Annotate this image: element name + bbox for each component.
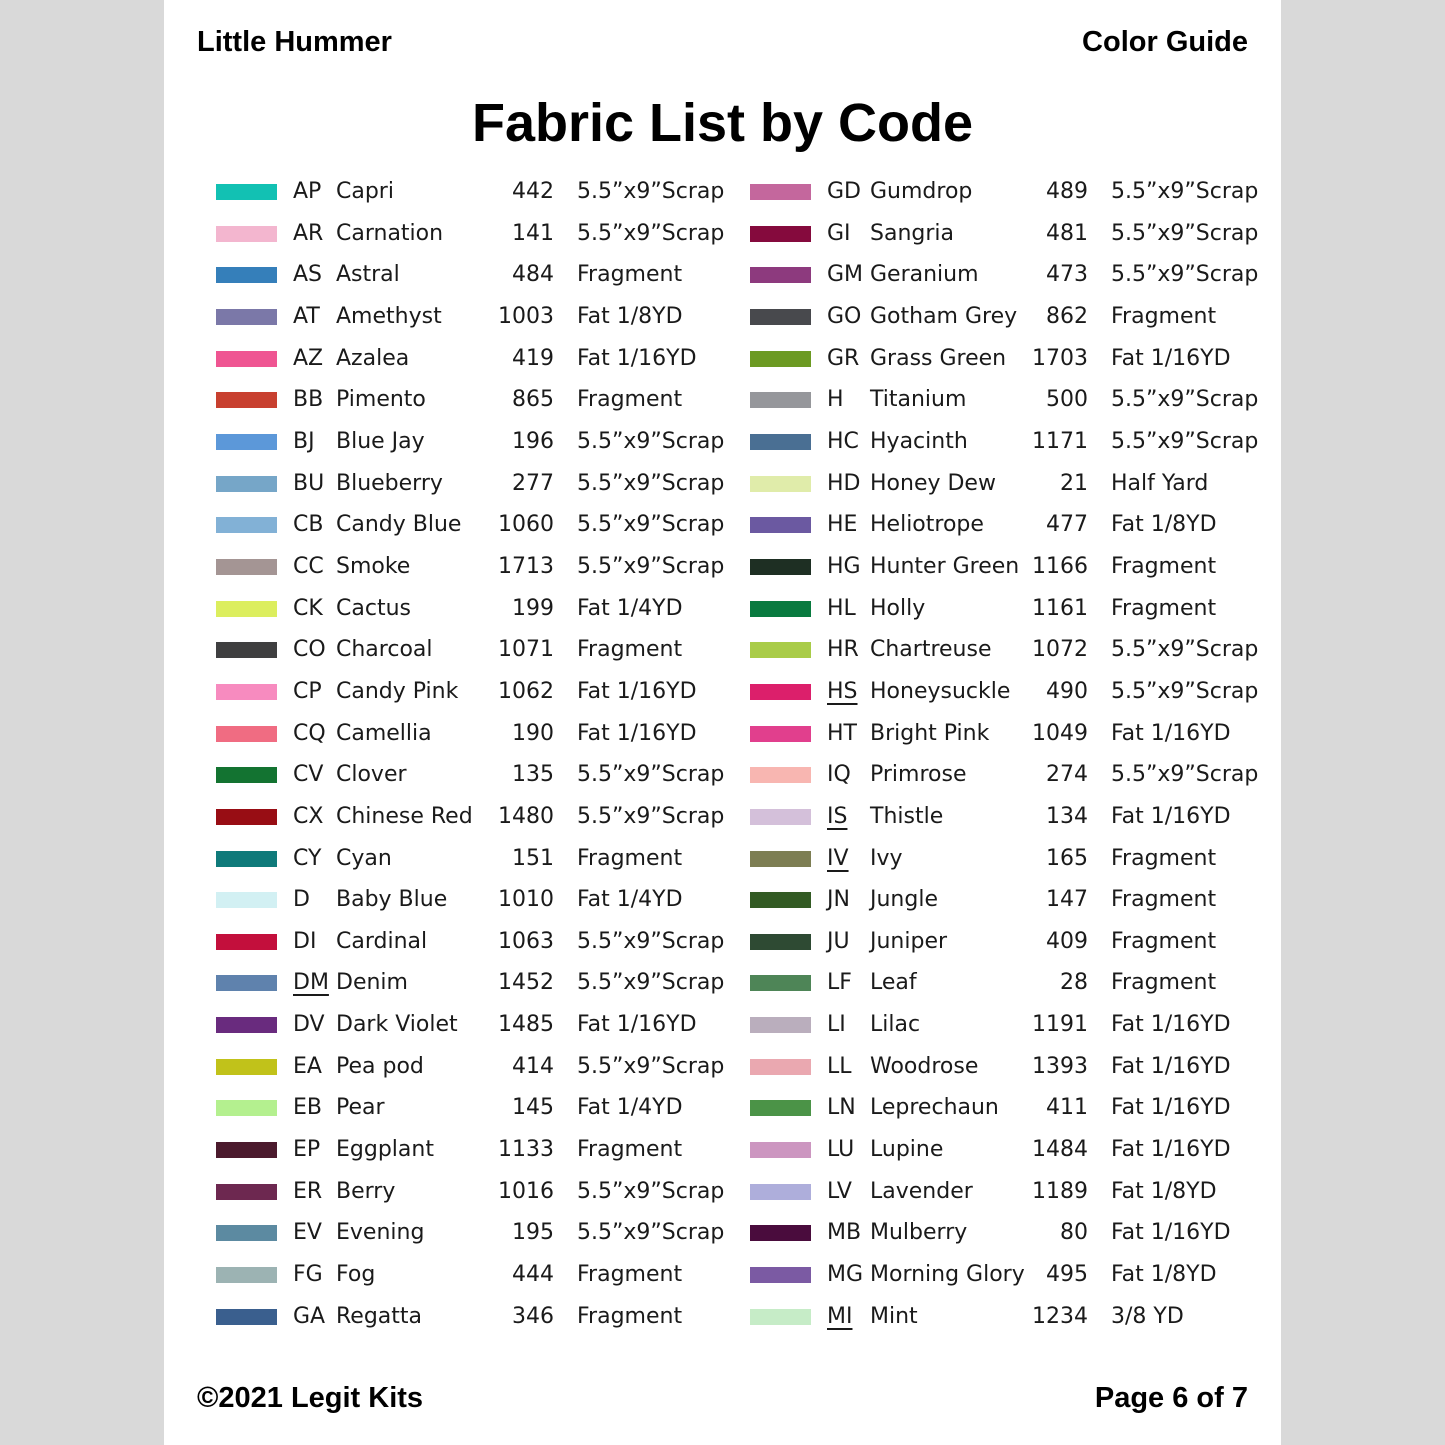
fabric-name: Berry	[336, 1178, 396, 1204]
fabric-cut: 5.5”x9”Scrap	[1111, 428, 1259, 454]
fabric-number: 484	[512, 262, 554, 288]
fabric-cut: 5.5”x9”Scrap	[1111, 220, 1259, 246]
fabric-cut: Fragment	[577, 637, 683, 663]
fabric-name: Morning Glory	[870, 1262, 1025, 1288]
fabric-code: GD	[827, 179, 861, 204]
fabric-name: Baby Blue	[336, 887, 448, 913]
fabric-name: Fog	[336, 1262, 376, 1288]
fabric-number: 862	[1046, 303, 1088, 329]
fabric-cut: Fat 1/16YD	[577, 678, 697, 704]
fabric-name: Carnation	[336, 220, 444, 246]
color-swatch	[750, 642, 811, 658]
color-swatch	[750, 1309, 811, 1325]
fabric-cut: 5.5”x9”Scrap	[577, 1220, 725, 1246]
color-swatch	[216, 392, 277, 408]
fabric-name: Eggplant	[336, 1137, 434, 1163]
fabric-number: 1016	[498, 1178, 554, 1204]
fabric-code: HL	[827, 595, 856, 621]
fabric-cut: 5.5”x9”Scrap	[577, 970, 725, 996]
fabric-name: Regatta	[336, 1303, 423, 1329]
fabric-cut: Fragment	[577, 387, 683, 413]
fabric-name: Gumdrop	[870, 179, 973, 204]
color-swatch	[216, 1142, 277, 1158]
fabric-name: Hyacinth	[870, 428, 968, 454]
fabric-number: 1071	[498, 637, 554, 663]
color-swatch	[216, 1100, 277, 1116]
color-swatch	[750, 684, 811, 700]
fabric-number: 473	[1046, 262, 1088, 288]
fabric-cut: Half Yard	[1111, 470, 1209, 496]
fabric-code: EV	[293, 1220, 322, 1246]
color-swatch	[750, 601, 811, 617]
fabric-name: Jungle	[870, 887, 938, 913]
fabric-name: Bright Pink	[870, 720, 990, 746]
fabric-name: Pear	[336, 1095, 385, 1121]
fabric-code: JU	[827, 928, 850, 954]
fabric-number: 151	[512, 845, 554, 871]
fabric-code: CK	[293, 595, 323, 621]
color-swatch	[750, 892, 811, 908]
color-swatch	[216, 892, 277, 908]
fabric-cut: Fat 1/16YD	[1111, 1095, 1231, 1121]
fabric-cut: 5.5”x9”Scrap	[1111, 179, 1259, 204]
fabric-code: HD	[827, 470, 861, 496]
fabric-cut: Fat 1/8YD	[577, 303, 683, 329]
fabric-cut: 5.5”x9”Scrap	[1111, 762, 1259, 788]
fabric-name: Leaf	[870, 970, 917, 996]
fabric-code: LN	[827, 1095, 856, 1121]
fabric-name: Geranium	[870, 262, 979, 288]
fabric-cut: 3/8 YD	[1111, 1303, 1184, 1329]
color-swatch	[750, 767, 811, 783]
fabric-code: AR	[293, 220, 324, 246]
fabric-code: BJ	[293, 428, 315, 454]
fabric-code: CV	[293, 762, 324, 788]
fabric-number: 1480	[498, 803, 554, 829]
fabric-cut: Fragment	[1111, 970, 1217, 996]
fabric-name: Leprechaun	[870, 1095, 999, 1121]
fabric-code: D	[293, 887, 310, 913]
fabric-name: Blueberry	[336, 470, 443, 496]
fabric-number: 199	[512, 595, 554, 621]
fabric-name: Lupine	[870, 1137, 944, 1163]
fabric-cut: Fat 1/8YD	[1111, 1262, 1217, 1288]
fabric-cut: Fat 1/8YD	[1111, 1178, 1217, 1204]
fabric-code: LL	[827, 1053, 852, 1079]
fabric-name: Clover	[336, 762, 407, 788]
color-swatch	[750, 517, 811, 533]
fabric-cut: Fat 1/4YD	[577, 1095, 683, 1121]
fabric-number: 80	[1060, 1220, 1088, 1246]
fabric-name: Honey Dew	[870, 470, 996, 496]
fabric-name: Evening	[336, 1220, 425, 1246]
fabric-code: HG	[827, 553, 861, 579]
fabric-code: LU	[827, 1137, 855, 1163]
color-swatch	[216, 434, 277, 450]
fabric-number: 1063	[498, 928, 554, 954]
fabric-code: ER	[293, 1178, 323, 1204]
fabric-name: Primrose	[870, 762, 967, 788]
fabric-cut: Fragment	[577, 845, 683, 871]
color-swatch	[750, 1267, 811, 1283]
color-swatch	[216, 601, 277, 617]
color-swatch	[216, 517, 277, 533]
fabric-cut: Fat 1/16YD	[1111, 803, 1231, 829]
fabric-cut: Fragment	[577, 1303, 683, 1329]
color-swatch	[750, 309, 811, 325]
fabric-code: EB	[293, 1095, 322, 1121]
fabric-name: Hunter Green	[870, 553, 1020, 579]
color-swatch	[216, 1184, 277, 1200]
fabric-cut: Fragment	[577, 1262, 683, 1288]
color-swatch	[216, 226, 277, 242]
fabric-name: Honeysuckle	[870, 678, 1011, 704]
fabric-name: Thistle	[870, 803, 944, 829]
fabric-cut: 5.5”x9”Scrap	[577, 1053, 725, 1079]
fabric-number: 1133	[498, 1137, 554, 1163]
color-swatch	[216, 309, 277, 325]
fabric-code: GR	[827, 345, 860, 371]
footer-page-number: Page 6 of 7	[1094, 1382, 1248, 1414]
color-swatch	[750, 1142, 811, 1158]
color-swatch	[216, 1267, 277, 1283]
fabric-number: 135	[512, 762, 554, 788]
color-swatch	[216, 851, 277, 867]
fabric-code: CC	[293, 553, 324, 579]
fabric-name: Chinese Red	[336, 803, 473, 829]
fabric-code: LV	[827, 1178, 852, 1204]
color-swatch	[216, 351, 277, 367]
fabric-number: 147	[1046, 887, 1088, 913]
fabric-code: CB	[293, 512, 324, 538]
color-swatch	[750, 934, 811, 950]
fabric-code: CO	[293, 637, 326, 663]
fabric-name: Amethyst	[336, 303, 442, 329]
fabric-name: Sangria	[870, 220, 954, 246]
color-swatch	[750, 392, 811, 408]
fabric-code: AZ	[293, 345, 324, 371]
fabric-code: EP	[293, 1137, 321, 1163]
fabric-name: Azalea	[336, 345, 410, 371]
color-swatch	[216, 642, 277, 658]
fabric-number: 1189	[1032, 1178, 1088, 1204]
page	[164, 0, 1281, 1445]
fabric-code: HR	[827, 637, 859, 663]
fabric-cut: Fragment	[1111, 928, 1217, 954]
fabric-cut: Fragment	[577, 1137, 683, 1163]
fabric-number: 145	[512, 1095, 554, 1121]
fabric-code: FG	[293, 1262, 323, 1288]
fabric-code: MI	[827, 1303, 853, 1329]
color-swatch	[750, 476, 811, 492]
fabric-code: HC	[827, 428, 859, 454]
color-swatch	[216, 1059, 277, 1075]
fabric-code: LI	[827, 1012, 846, 1038]
fabric-name: Denim	[336, 970, 408, 996]
color-swatch	[750, 226, 811, 242]
fabric-number: 134	[1046, 803, 1088, 829]
fabric-cut: Fragment	[1111, 303, 1217, 329]
fabric-code: CQ	[293, 720, 326, 746]
fabric-name: Heliotrope	[870, 512, 984, 538]
footer-copyright: ©2021 Legit Kits	[197, 1382, 424, 1414]
color-swatch	[216, 975, 277, 991]
fabric-code: HS	[827, 678, 858, 704]
fabric-name: Lilac	[870, 1012, 921, 1038]
color-swatch	[750, 726, 811, 742]
fabric-name: Cactus	[336, 595, 411, 621]
fabric-cut: Fragment	[1111, 595, 1217, 621]
fabric-name: Chartreuse	[870, 637, 992, 663]
fabric-name: Candy Pink	[336, 678, 459, 704]
fabric-name: Juniper	[870, 928, 948, 954]
fabric-cut: Fragment	[577, 262, 683, 288]
color-swatch	[216, 684, 277, 700]
fabric-number: 442	[512, 179, 554, 204]
fabric-code: GI	[827, 220, 851, 246]
fabric-number: 1452	[498, 970, 554, 996]
header-guide-name: Color Guide	[1082, 26, 1248, 58]
fabric-number: 411	[1046, 1095, 1088, 1121]
fabric-number: 1049	[1032, 720, 1088, 746]
fabric-code: H	[827, 387, 844, 413]
fabric-name: Camellia	[336, 720, 432, 746]
color-swatch	[750, 184, 811, 200]
fabric-number: 1166	[1032, 553, 1088, 579]
fabric-number: 141	[512, 220, 554, 246]
fabric-number: 1062	[498, 678, 554, 704]
fabric-name: Holly	[870, 595, 926, 621]
fabric-cut: Fragment	[1111, 887, 1217, 913]
color-swatch	[216, 1309, 277, 1325]
color-swatch	[216, 476, 277, 492]
fabric-number: 1191	[1032, 1012, 1088, 1038]
fabric-name: Charcoal	[336, 637, 433, 663]
fabric-name: Grass Green	[870, 345, 1007, 371]
fabric-number: 1072	[1032, 637, 1088, 663]
fabric-number: 489	[1046, 179, 1088, 204]
page-title: Fabric List by Code	[471, 93, 974, 153]
fabric-number: 1060	[498, 512, 554, 538]
fabric-number: 481	[1046, 220, 1088, 246]
color-swatch	[216, 559, 277, 575]
fabric-cut: Fat 1/4YD	[577, 887, 683, 913]
fabric-code: IS	[827, 803, 848, 829]
fabric-code: GO	[827, 303, 862, 329]
fabric-name: Candy Blue	[336, 512, 462, 538]
fabric-cut: Fat 1/16YD	[1111, 1137, 1231, 1163]
fabric-cut: 5.5”x9”Scrap	[577, 512, 725, 538]
fabric-cut: 5.5”x9”Scrap	[577, 179, 725, 204]
fabric-code: DM	[293, 970, 329, 996]
color-swatch	[750, 1225, 811, 1241]
color-swatch	[216, 1225, 277, 1241]
color-swatch	[750, 351, 811, 367]
color-swatch	[750, 1059, 811, 1075]
fabric-code: MG	[827, 1262, 864, 1288]
fabric-number: 21	[1060, 470, 1088, 496]
fabric-cut: 5.5”x9”Scrap	[577, 928, 725, 954]
fabric-name: Blue Jay	[336, 428, 425, 454]
fabric-cut: Fat 1/16YD	[1111, 720, 1231, 746]
fabric-cut: 5.5”x9”Scrap	[577, 553, 725, 579]
fabric-code: LF	[827, 970, 852, 996]
color-swatch	[216, 767, 277, 783]
fabric-cut: 5.5”x9”Scrap	[1111, 637, 1259, 663]
fabric-name: Mulberry	[870, 1220, 968, 1246]
fabric-cut: 5.5”x9”Scrap	[577, 428, 725, 454]
fabric-cut: Fat 1/16YD	[577, 720, 697, 746]
color-swatch	[750, 267, 811, 283]
fabric-cut: Fragment	[1111, 553, 1217, 579]
fabric-cut: Fat 1/8YD	[1111, 512, 1217, 538]
fabric-number: 190	[512, 720, 554, 746]
color-swatch	[750, 1184, 811, 1200]
color-swatch	[216, 726, 277, 742]
fabric-number: 1234	[1032, 1303, 1088, 1329]
fabric-number: 500	[1046, 387, 1088, 413]
fabric-number: 1713	[498, 553, 554, 579]
fabric-number: 409	[1046, 928, 1088, 954]
fabric-cut: Fat 1/16YD	[1111, 1012, 1231, 1038]
fabric-code: IQ	[827, 762, 851, 788]
color-swatch	[750, 809, 811, 825]
fabric-cut: Fat 1/16YD	[577, 345, 697, 371]
color-swatch	[216, 1017, 277, 1033]
fabric-number: 444	[512, 1262, 554, 1288]
color-swatch	[750, 559, 811, 575]
color-swatch	[750, 975, 811, 991]
fabric-code: CP	[293, 678, 322, 704]
fabric-name: Mint	[870, 1303, 918, 1329]
fabric-number: 1171	[1032, 428, 1088, 454]
fabric-number: 196	[512, 428, 554, 454]
fabric-code: JN	[827, 887, 850, 913]
fabric-cut: Fat 1/16YD	[1111, 345, 1231, 371]
fabric-code: AS	[293, 262, 323, 288]
fabric-name: Astral	[336, 262, 400, 288]
fabric-cut: Fat 1/16YD	[1111, 1053, 1231, 1079]
fabric-code: AP	[293, 179, 322, 204]
fabric-code: HE	[827, 512, 858, 538]
fabric-number: 277	[512, 470, 554, 496]
fabric-cut: 5.5”x9”Scrap	[577, 220, 725, 246]
fabric-number: 1703	[1032, 345, 1088, 371]
header-project-name: Little Hummer	[197, 26, 392, 58]
fabric-cut: 5.5”x9”Scrap	[577, 470, 725, 496]
color-swatch	[750, 1017, 811, 1033]
fabric-number: 1393	[1032, 1053, 1088, 1079]
fabric-code: EA	[293, 1053, 322, 1079]
fabric-name: Lavender	[870, 1178, 973, 1204]
fabric-name: Capri	[336, 179, 394, 204]
fabric-number: 477	[1046, 512, 1088, 538]
color-swatch	[216, 934, 277, 950]
fabric-cut: 5.5”x9”Scrap	[1111, 262, 1259, 288]
fabric-number: 1161	[1032, 595, 1088, 621]
fabric-cut: Fat 1/4YD	[577, 595, 683, 621]
fabric-name: Gotham Grey	[870, 303, 1018, 329]
fabric-name: Cardinal	[336, 928, 428, 954]
color-swatch	[750, 851, 811, 867]
fabric-number: 414	[512, 1053, 554, 1079]
fabric-cut: Fragment	[1111, 845, 1217, 871]
fabric-code: GA	[293, 1303, 326, 1329]
fabric-cut: 5.5”x9”Scrap	[577, 1178, 725, 1204]
fabric-code: BB	[293, 387, 324, 413]
fabric-cut: 5.5”x9”Scrap	[1111, 678, 1259, 704]
fabric-name: Woodrose	[870, 1053, 979, 1079]
fabric-number: 274	[1046, 762, 1088, 788]
fabric-code: AT	[293, 303, 320, 329]
fabric-number: 165	[1046, 845, 1088, 871]
color-swatch	[750, 434, 811, 450]
fabric-name: Smoke	[336, 553, 411, 579]
color-swatch	[750, 1100, 811, 1116]
fabric-number: 28	[1060, 970, 1088, 996]
fabric-number: 495	[1046, 1262, 1088, 1288]
fabric-number: 1484	[1032, 1137, 1088, 1163]
fabric-number: 346	[512, 1303, 554, 1329]
fabric-number: 865	[512, 387, 554, 413]
fabric-code: GM	[827, 262, 864, 288]
color-swatch	[216, 184, 277, 200]
fabric-number: 1010	[498, 887, 554, 913]
fabric-cut: 5.5”x9”Scrap	[577, 762, 725, 788]
fabric-code: BU	[293, 470, 325, 496]
fabric-cut: 5.5”x9”Scrap	[577, 803, 725, 829]
color-swatch	[216, 267, 277, 283]
fabric-code: MB	[827, 1220, 862, 1246]
fabric-code: DI	[293, 928, 317, 954]
fabric-code: CX	[293, 803, 324, 829]
fabric-name: Pimento	[336, 387, 426, 413]
fabric-name: Cyan	[336, 845, 392, 871]
fabric-number: 1003	[498, 303, 554, 329]
fabric-name: Pea pod	[336, 1053, 424, 1079]
fabric-number: 195	[512, 1220, 554, 1246]
fabric-cut: 5.5”x9”Scrap	[1111, 387, 1259, 413]
fabric-name: Titanium	[870, 387, 967, 413]
fabric-name: Ivy	[870, 845, 903, 871]
fabric-cut: Fat 1/16YD	[1111, 1220, 1231, 1246]
fabric-number: 1485	[498, 1012, 554, 1038]
fabric-number: 490	[1046, 678, 1088, 704]
fabric-number: 419	[512, 345, 554, 371]
fabric-code: CY	[293, 845, 322, 871]
fabric-code: IV	[827, 845, 849, 871]
fabric-code: DV	[293, 1012, 325, 1038]
fabric-code: HT	[827, 720, 857, 746]
color-swatch	[216, 809, 277, 825]
fabric-name: Dark Violet	[336, 1012, 458, 1038]
fabric-cut: Fat 1/16YD	[577, 1012, 697, 1038]
